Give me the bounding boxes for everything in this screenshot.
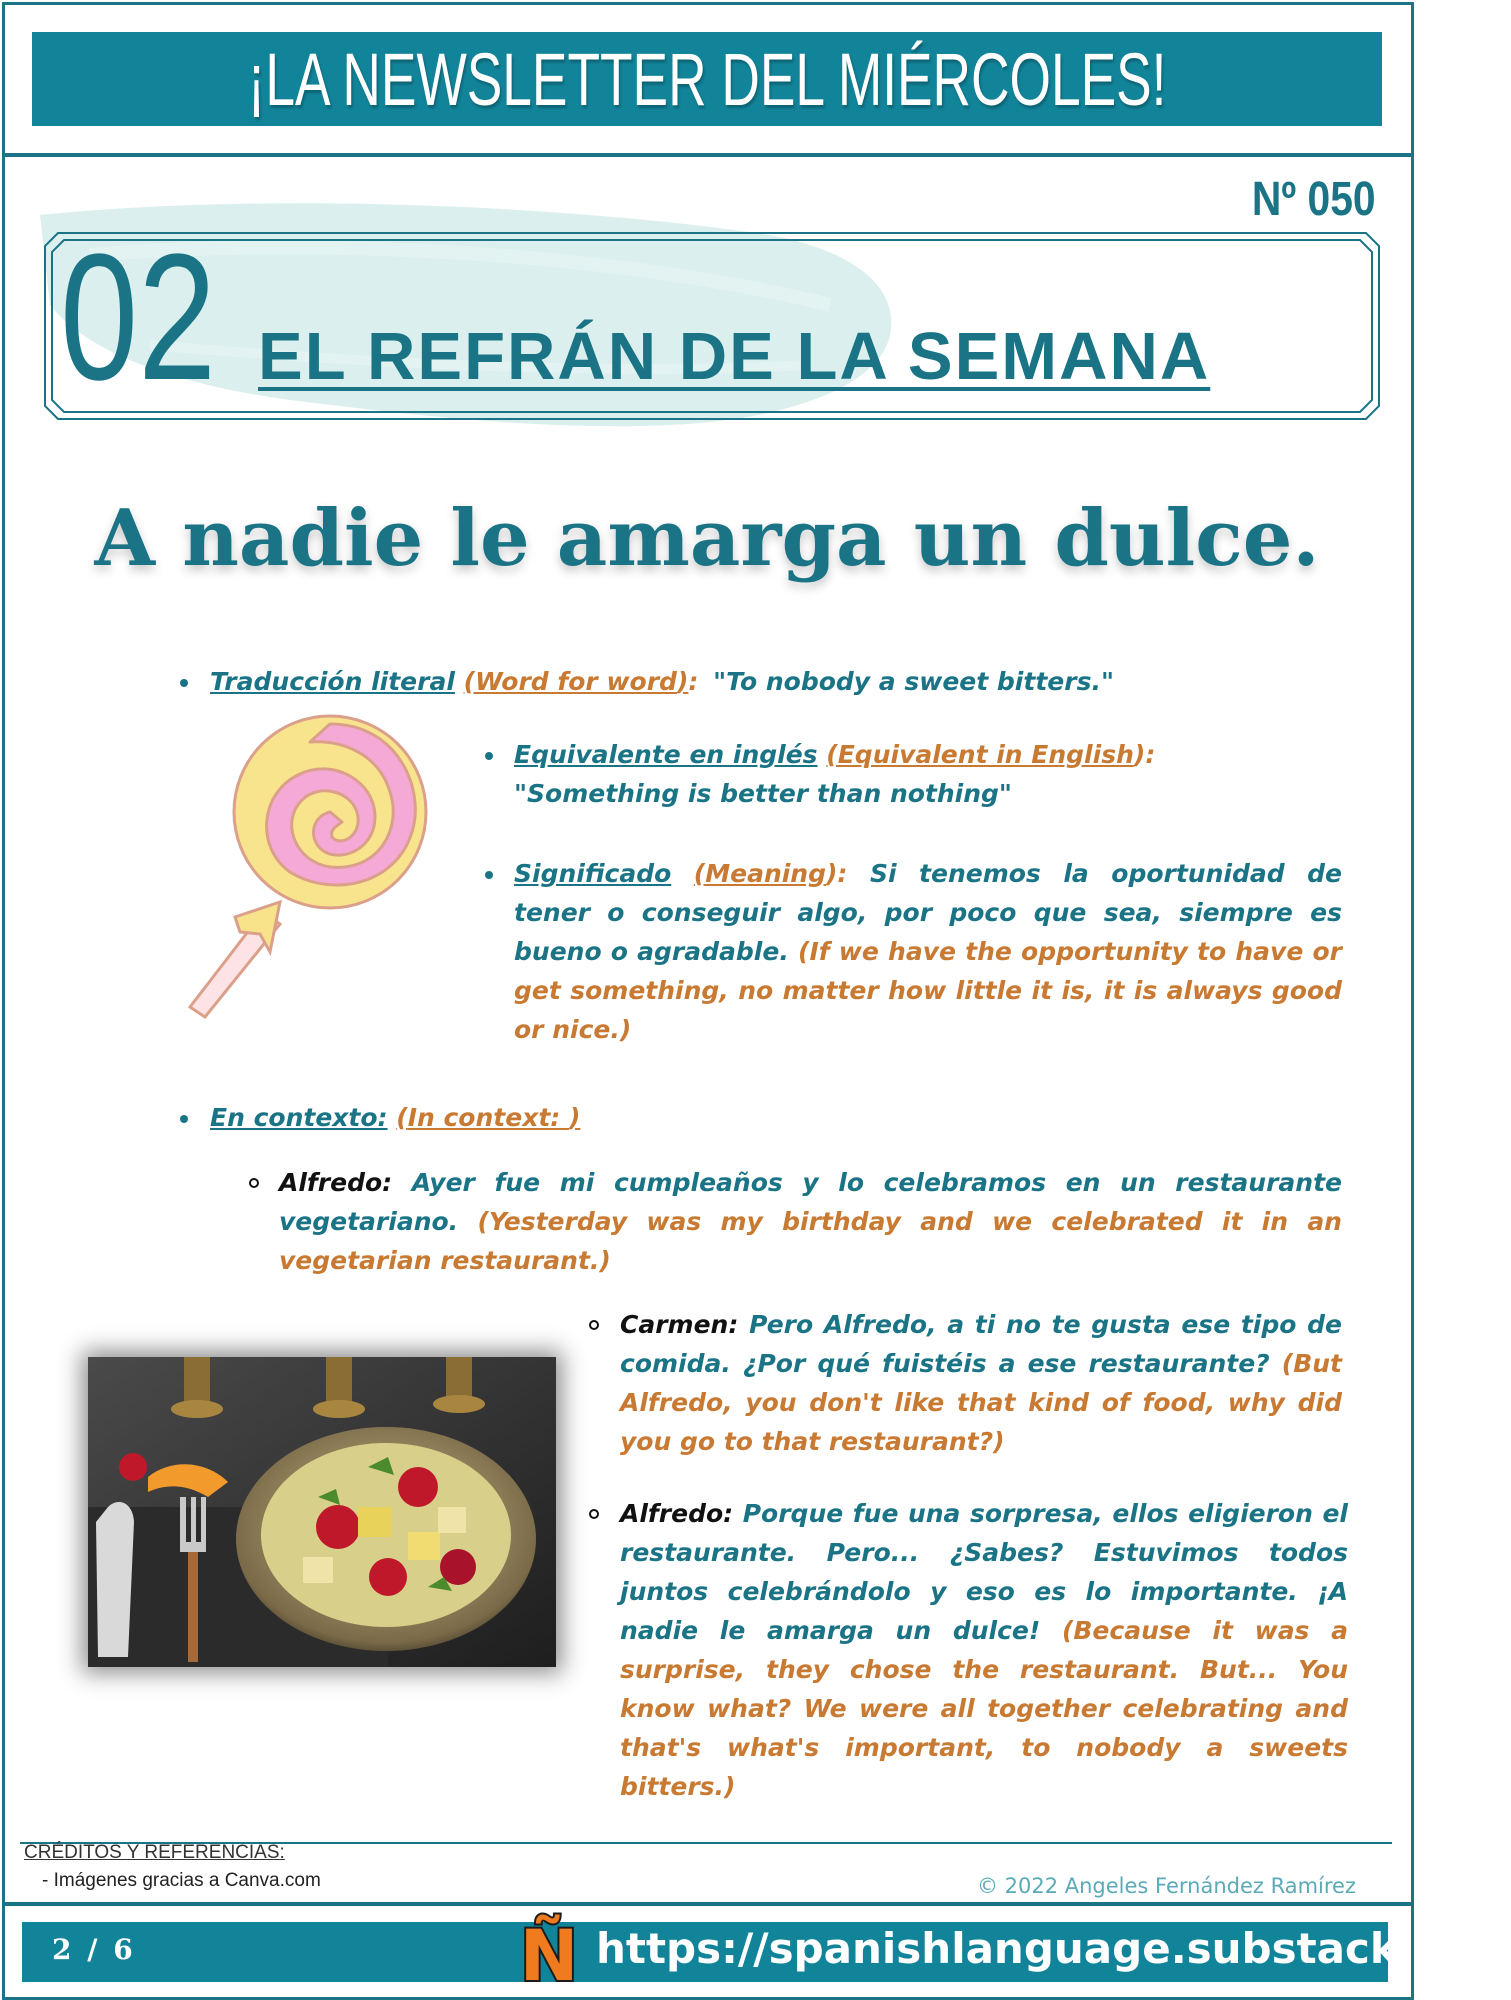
equivalent-label: Equivalente en inglés (514, 740, 818, 769)
dialogue-line (620, 1494, 1348, 1806)
bullet-dot (180, 679, 188, 687)
vegetarian-food-photo (88, 1357, 556, 1667)
enye-logo-icon (518, 1906, 580, 1997)
credits-heading: CRÉDITOS Y REFERENCIAS: (24, 1842, 285, 1863)
literal-translation: Traducción literal (Word for word): "To nobody a sweet bitters." (210, 667, 1114, 696)
header-divider (2, 153, 1414, 157)
literal-label: Traducción literal (210, 667, 455, 696)
bullet-dot (485, 871, 493, 879)
literal-value: "To nobody a sweet bitters." (713, 667, 1114, 696)
context-label: En contexto: (210, 1103, 388, 1132)
dialogue-speaker: Alfredo: (279, 1168, 393, 1197)
dialogue-line (620, 1305, 1342, 1461)
meaning-label-en: Meaning (705, 859, 826, 888)
dialogue-speaker: Carmen: (620, 1310, 739, 1339)
dialogue-line (279, 1163, 1342, 1280)
english-equivalent: Equivalente en inglés (Equivalent in English): "Something is better than nothing" (514, 740, 1156, 808)
dialogue-english: (But Alfredo, you don't like that kind of food, why did you go to that restaurant?) (620, 1349, 1342, 1456)
equivalent-label-en: Equivalent in English (837, 740, 1134, 769)
dialogue-spanish: Pero Alfredo, a ti no te gusta ese tipo de comida. ¿Por qué fuistéis a ese restaurante? (620, 1310, 1342, 1378)
credits-line: - Imágenes gracias a Canva.com (42, 1870, 321, 1891)
meaning-label: Significado (514, 859, 672, 888)
dialogue-speaker: Alfredo: (620, 1499, 734, 1528)
meaning: Significado (Meaning): Si tenemos la oportunidad de tener o conseguir algo, por poco que sea, siempre es bueno o agradable. (If we have the opportunity to have or get something, no matter how little it is, it is always good or nice.) (514, 859, 1342, 1044)
copyright-notice: © 2022 Angeles Fernández Ramírez (976, 1874, 1356, 1898)
page-indicator: 2 / 6 (52, 1933, 136, 1966)
issue-number: Nº 050 (1252, 173, 1376, 226)
lollipop-illustration (180, 712, 440, 1022)
newsletter-header (32, 32, 1382, 126)
dialogue-english: (Yesterday was my birthday and we celebrated it in an vegetarian restaurant.) (279, 1207, 1342, 1275)
dialogue-spanish: Porque fue una sorpresa, ellos eligieron el restaurante. Pero... ¿Sabes? Estuvimos todos juntos celebrándolo y eso es lo importante. ¡A nadie le amarga un dulce! (620, 1499, 1348, 1645)
sub-bullet-circle (249, 1178, 259, 1188)
meaning-english: (If we have the opportunity to have or get something, no matter how little it is, it is always good or nice.) (514, 937, 1342, 1044)
dialogue-spanish: Ayer fue mi cumpleaños y lo celebramos en un restaurante vegetariano. (279, 1168, 1342, 1236)
footer-divider (2, 1902, 1414, 1906)
site-url-link[interactable]: https://spanishlanguage.substack.com (596, 1924, 1511, 1973)
context-heading: En contexto: (In context: ) (210, 1103, 581, 1132)
newsletter-title: ¡LA NEWSLETTER DEL MIÉRCOLES! (247, 37, 1167, 121)
equivalent-value: "Something is better than nothing" (514, 779, 1012, 808)
meaning-spanish: Si tenemos la oportunidad de tener o conseguir algo, por poco que sea, siempre es bueno o agradable. (514, 859, 1342, 966)
bullet-dot (485, 752, 493, 760)
sub-bullet-circle (589, 1509, 599, 1519)
bullet-dot (180, 1115, 188, 1123)
section-title: EL REFRÁN DE LA SEMANA (258, 319, 1211, 394)
context-label-en: In context: (407, 1103, 569, 1132)
literal-label-en: Word for word (475, 667, 677, 696)
dialogue-english: (Because it was a surprise, they chose the restaurant. But... You know what? We were all together celebrating and that's what's important, to nobody a sweets bitters.) (620, 1616, 1348, 1801)
proverb-heading: A nadie le amarga un dulce. (94, 493, 1320, 584)
section-number: 02 (60, 217, 217, 418)
logo-letter: Ñ (519, 1915, 579, 1997)
sub-bullet-circle (589, 1320, 599, 1330)
